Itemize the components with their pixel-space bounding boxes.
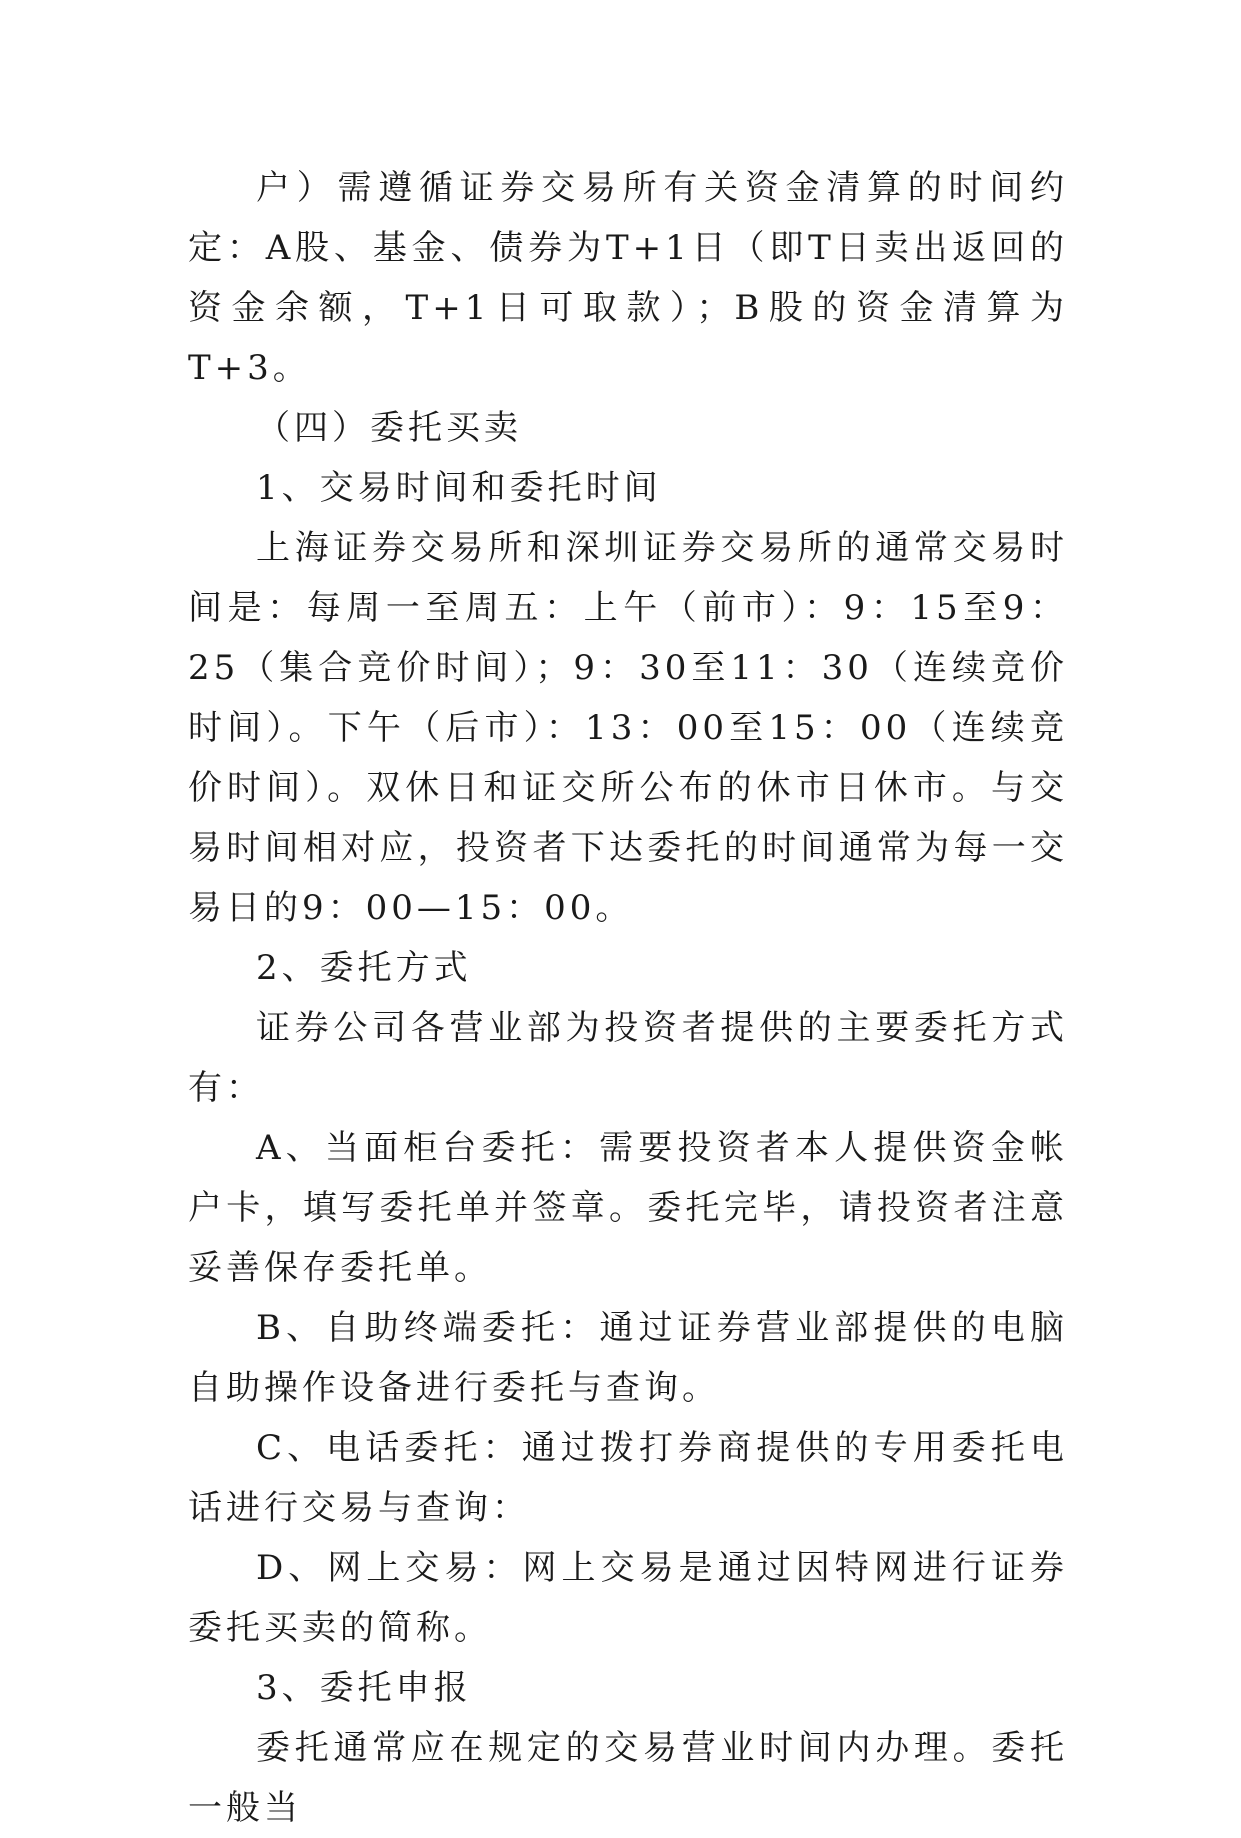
- subsection-heading: 2、委托方式: [256, 948, 472, 988]
- list-item: A、当面柜台委托：需要投资者本人提供资金帐户卡，填写委托单并签章。委托完毕，请投资者注意妥善保存委托单。: [188, 1128, 1068, 1288]
- paragraph: 证券公司各营业部为投资者提供的主要委托方式有：: [188, 1008, 1068, 1108]
- subsection-heading: 1、交易时间和委托时间: [256, 468, 662, 508]
- list-item: C、电话委托：通过拨打券商提供的专用委托电话进行交易与查询：: [188, 1428, 1068, 1528]
- section-heading: （四）委托买卖: [256, 408, 522, 448]
- document-body: [188, 158, 1068, 1838]
- paragraph: 委托通常应在规定的交易营业时间内办理。委托一般当: [188, 1728, 1068, 1828]
- subsection-heading: 3、委托申报: [256, 1668, 472, 1708]
- list-item: D、网上交易：网上交易是通过因特网进行证券委托买卖的简称。: [188, 1548, 1068, 1648]
- paragraph: 户）需遵循证券交易所有关资金清算的时间约定：A股、基金、债券为T+1日（即T日卖出返回的资金余额，T+1日可取款）；B股的资金清算为T+3。: [188, 168, 1068, 388]
- paragraph: 上海证券交易所和深圳证券交易所的通常交易时间是：每周一至周五：上午（前市）：9：15至9：25（集合竞价时间）；9：30至11：30（连续竞价时间）。下午（后市）：13：00至15：00（连续竞价时间）。双休日和证交所公布的休市日休市。与交易时间相对应，投资者下达委托的时间通常为每一交易日的9：00—15：00。: [188, 528, 1068, 928]
- list-item: B、自助终端委托：通过证券营业部提供的电脑自助操作设备进行委托与查询。: [188, 1308, 1068, 1408]
